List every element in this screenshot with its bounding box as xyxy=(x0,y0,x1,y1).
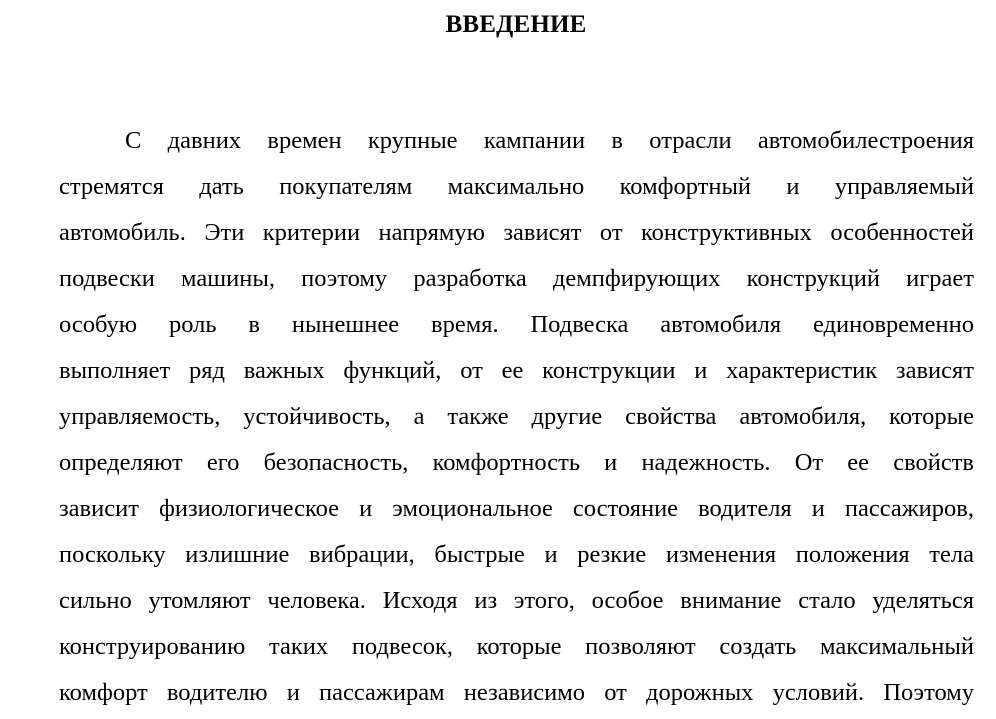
paragraph-line: подвески машины, поэтому разработка демпфирующих конструкций играет xyxy=(59,265,974,292)
paragraph-line: С давних времен крупные кампании в отрасли автомобилестроения xyxy=(125,127,974,154)
paragraph-line: управляемость, устойчивость, а также другие свойства автомобиля, которые xyxy=(59,403,974,430)
paragraph-line: конструированию таких подвесок, которые позволяют создать максимальный xyxy=(59,633,974,660)
introduction-paragraph xyxy=(59,121,974,719)
paragraph-line: автомобиль. Эти критерии напрямую зависят от конструктивных особенностей xyxy=(59,219,974,246)
paragraph-line: особую роль в нынешнее время. Подвеска автомобиля единовременно xyxy=(59,311,974,338)
paragraph-line: выполняет ряд важных функций, от ее конструкции и характеристик зависят xyxy=(59,357,974,384)
paragraph-line: поскольку излишние вибрации, быстрые и резкие изменения положения тела xyxy=(59,541,974,568)
section-heading: ВВЕДЕНИЕ xyxy=(445,11,587,38)
paragraph-line: комфорт водителю и пассажирам независимо от дорожных условий. Поэтому xyxy=(59,679,974,706)
paragraph-line: зависит физиологическое и эмоциональное состояние водителя и пассажиров, xyxy=(59,495,974,522)
paragraph-line: сильно утомляют человека. Исходя из этого, особое внимание стало уделяться xyxy=(59,587,974,614)
paragraph-line: определяют его безопасность, комфортность и надежность. От ее свойств xyxy=(59,449,974,476)
paragraph-line: стремятся дать покупателям максимально комфортный и управляемый xyxy=(59,173,974,200)
